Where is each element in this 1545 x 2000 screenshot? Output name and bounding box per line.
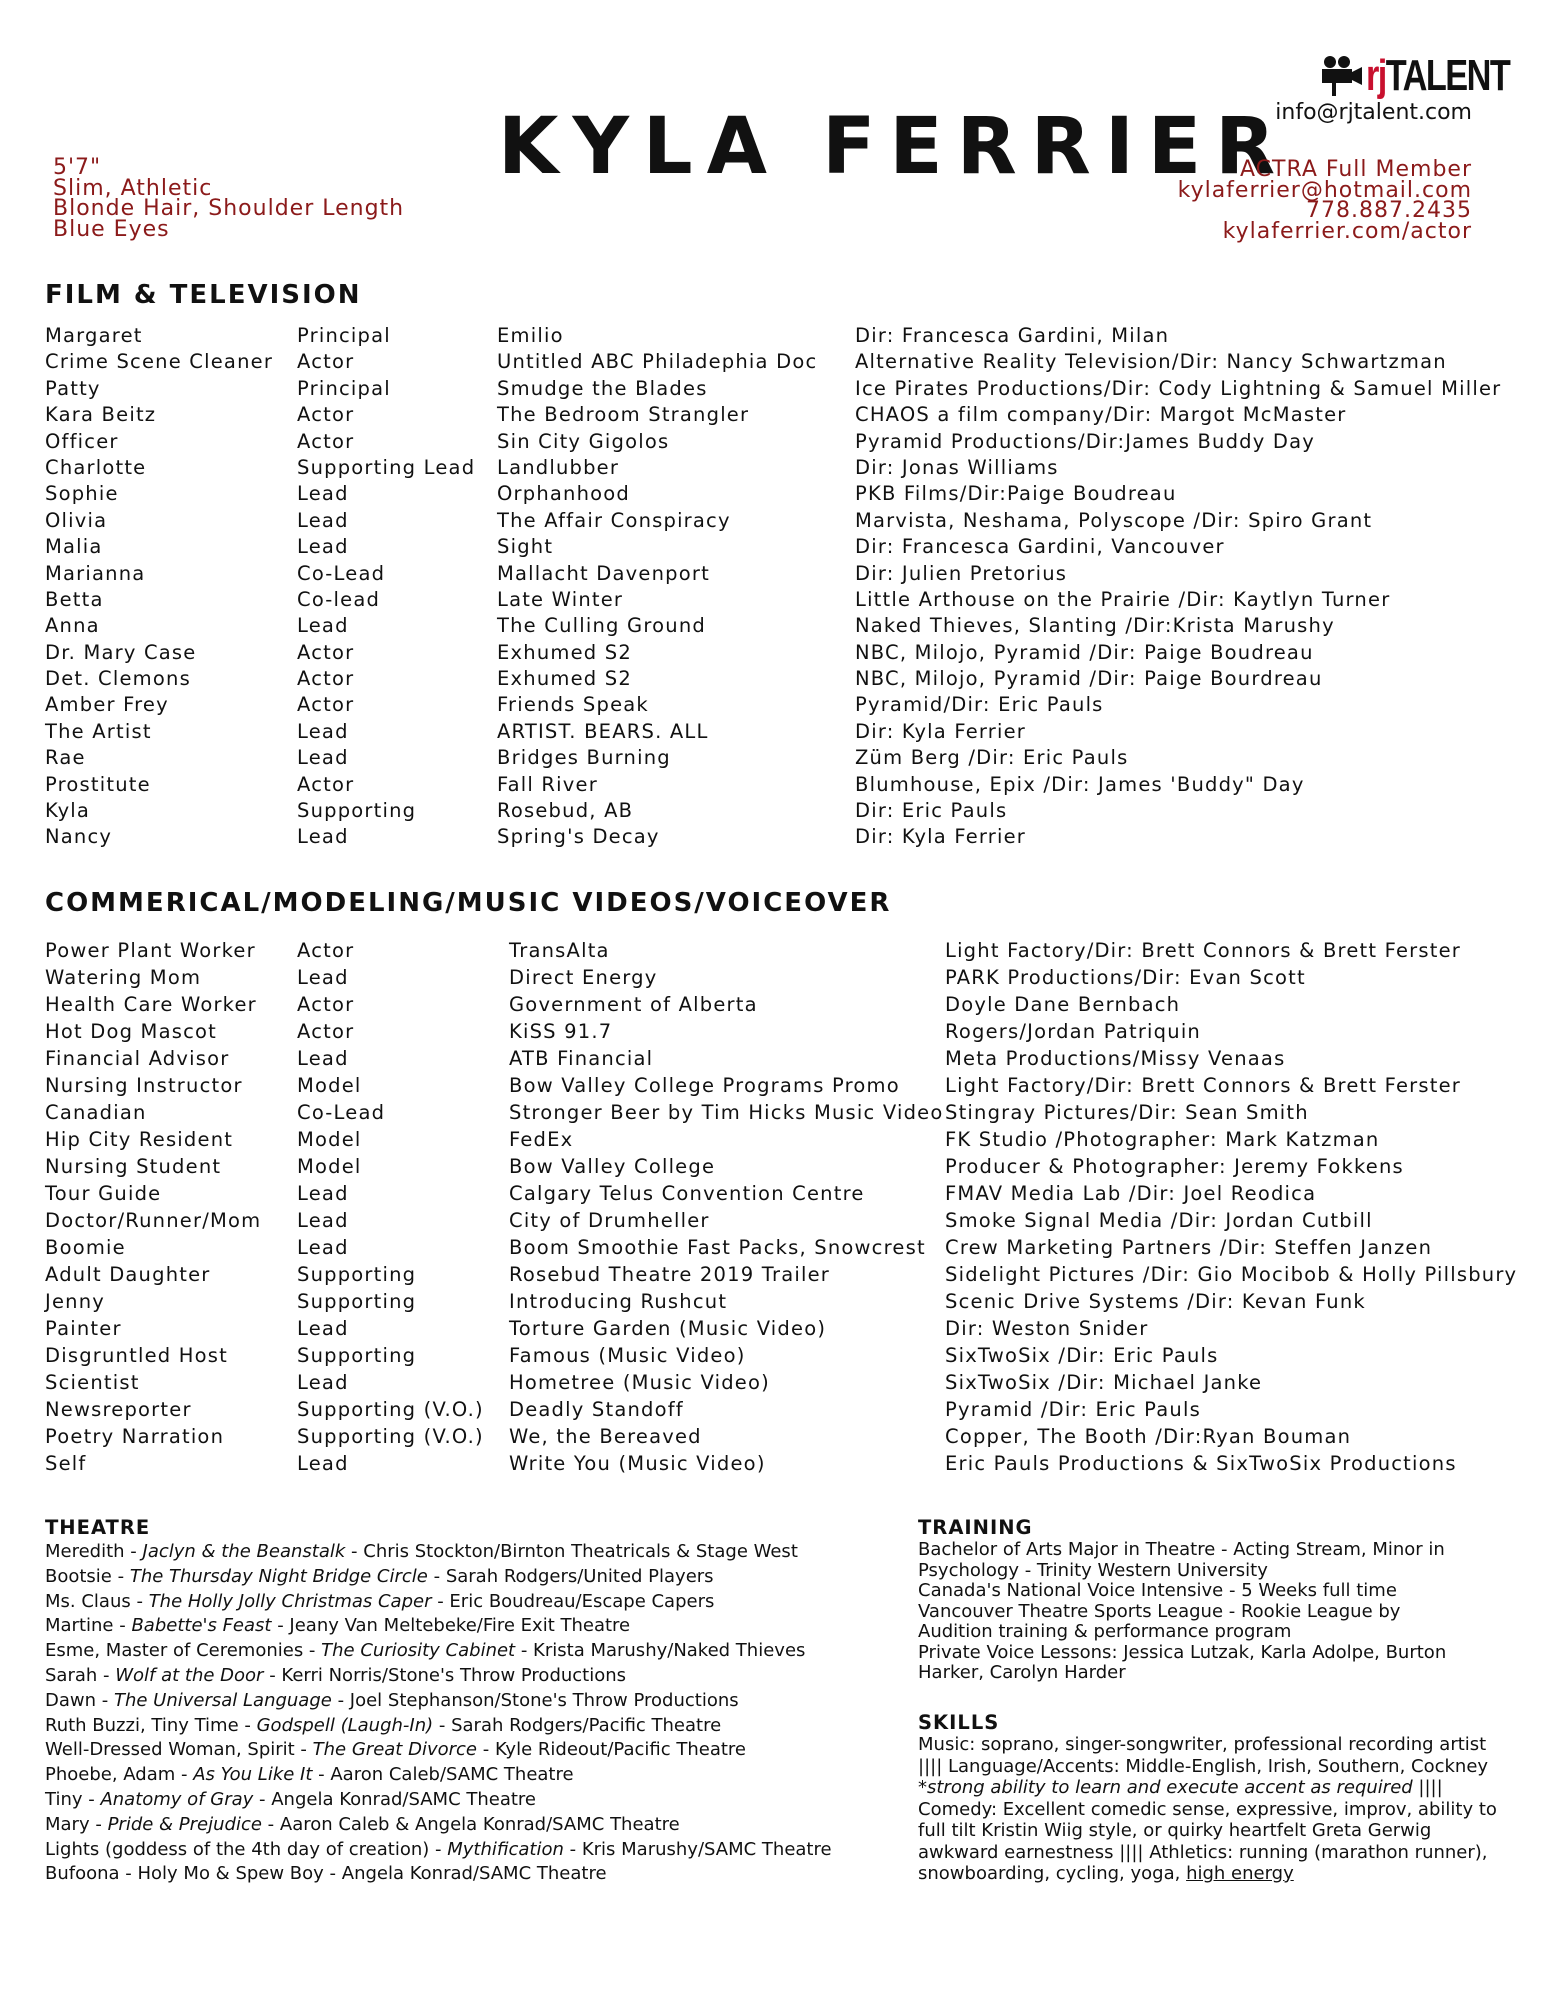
theatre-credit <box>45 1714 832 1739</box>
credit-company: Doyle Dane Bernbach <box>945 993 1181 1016</box>
credit-role: Poetry Narration <box>45 1425 225 1448</box>
credit-billing: Actor <box>297 667 355 691</box>
theatre-director-company: - Kerri Norris/Stone's Throw Productions <box>263 1664 627 1686</box>
credit-company: PKB Films/Dir:Paige Boudreau <box>855 482 1177 506</box>
credit-company: Dir: Weston Snider <box>945 1317 1149 1340</box>
credit-row <box>45 667 1501 693</box>
credit-billing: Lead <box>297 746 349 770</box>
credit-role: Malia <box>45 535 103 559</box>
theatre-credit <box>45 1788 832 1813</box>
credit-production: Smudge the Blades <box>497 376 708 400</box>
credit-company: Ice Pirates Productions/Dir: Cody Lightning & Samuel Miller <box>855 376 1502 400</box>
credit-production: Deadly Standoff <box>509 1398 684 1421</box>
credit-role: Nursing Instructor <box>45 1074 243 1097</box>
training-line: Bachelor of Arts Major in Theatre - Acting Stream, Minor in <box>918 1539 1445 1560</box>
credit-company: NBC, Milojo, Pyramid /Dir: Paige Boudreau <box>855 640 1314 664</box>
credit-row <box>45 1047 1517 1074</box>
credit-role: Prostitute <box>45 772 151 796</box>
theatre-role: Martine - <box>45 1615 132 1637</box>
theatre-director-company: - Krista Marushy/Naked Thieves <box>515 1640 806 1662</box>
credit-company: Pyramid/Dir: Eric Pauls <box>855 693 1104 717</box>
credit-company: Meta Productions/Missy Venaas <box>945 1047 1286 1070</box>
credit-billing: Actor <box>297 693 355 717</box>
theatre-credit <box>45 1639 832 1664</box>
credit-production: Stronger Beer by Tim Hicks Music Video <box>509 1101 944 1124</box>
credit-role: Olivia <box>45 508 108 532</box>
credit-production: Sight <box>497 535 554 559</box>
training-heading: TRAINING <box>918 1516 1033 1539</box>
credit-billing: Lead <box>297 1182 349 1205</box>
credit-billing: Supporting <box>297 1344 417 1367</box>
theatre-director-company: - Angela Konrad/SAMC Theatre <box>253 1788 536 1810</box>
credit-row <box>45 350 1501 376</box>
film-camera-icon <box>1318 52 1364 98</box>
credit-role: Canadian <box>45 1101 147 1124</box>
theatre-show-title: Anatomy of Gray <box>100 1788 254 1810</box>
credit-row <box>45 693 1501 719</box>
credit-billing: Lead <box>297 1371 349 1394</box>
credit-company: Producer & Photographer: Jeremy Fokkens <box>945 1155 1404 1178</box>
credit-role: Disgruntled Host <box>45 1344 228 1367</box>
credit-billing: Co-Lead <box>297 1101 386 1124</box>
credit-production: We, the Bereaved <box>509 1425 702 1448</box>
credit-production: City of Drumheller <box>509 1209 710 1232</box>
credit-row <box>45 966 1517 993</box>
credit-billing: Lead <box>297 825 349 849</box>
theatre-credit <box>45 1614 832 1639</box>
film-tv-heading: FILM & TELEVISION <box>45 280 362 310</box>
theatre-role: Mary - <box>45 1813 108 1835</box>
credit-billing: Supporting Lead <box>297 455 476 479</box>
credit-row <box>45 825 1501 851</box>
credit-company: Sidelight Pictures /Dir: Gio Mocibob & Holly Pillsbury <box>945 1263 1518 1286</box>
credit-production: The Culling Ground <box>497 614 706 638</box>
credit-role: Power Plant Worker <box>45 939 256 962</box>
credit-billing: Lead <box>297 1047 349 1070</box>
theatre-director-company: - Aaron Caleb & Angela Konrad/SAMC Theatre <box>261 1813 680 1835</box>
credit-billing: Lead <box>297 719 349 743</box>
credit-role: Betta <box>45 587 104 611</box>
union-status: ACTRA Full Member <box>1239 157 1472 182</box>
credit-role: Watering Mom <box>45 966 202 989</box>
credit-row <box>45 1452 1517 1479</box>
credit-role: Marianna <box>45 561 146 585</box>
credit-production: Bow Valley College Programs Promo <box>509 1074 900 1097</box>
credit-production: The Bedroom Strangler <box>497 403 750 427</box>
credit-role: Patty <box>45 376 101 400</box>
theatre-director-company: - Chris Stockton/Birnton Theatricals & Stage West <box>345 1541 798 1562</box>
theatre-role: Well-Dressed Woman, Spirit - <box>45 1739 313 1761</box>
theatre-role: Phoebe, Adam - <box>45 1764 194 1786</box>
credit-role: Adult Daughter <box>45 1263 211 1286</box>
credit-production: Emilio <box>497 324 564 347</box>
theatre-role: Bufoona - Holy Mo & Spew Boy - Angela Konrad/SAMC Theatre <box>45 1863 607 1885</box>
theatre-show-title: Jaclyn & the Beanstalk <box>142 1541 346 1562</box>
commercial-table <box>45 939 1517 1479</box>
skills-part: |||| Comedy: Excellent comedic sense, expressive, improv, ability to full tilt Kristin Wiig style, or quirky heartfelt Greta Gerwig awkward earnestness |||| Athletics: running (marathon runner), snowboarding, cycling, yoga, <box>918 1777 1497 1884</box>
credit-role: Dr. Mary Case <box>45 640 197 664</box>
credit-company: Dir: Kyla Ferrier <box>855 825 1027 849</box>
credit-row <box>45 1209 1517 1236</box>
credit-company: NBC, Milojo, Pyramid /Dir: Paige Bourdreau <box>855 667 1323 691</box>
credit-production: Friends Speak <box>497 693 649 717</box>
credit-row <box>45 614 1501 640</box>
physical-stats <box>53 155 405 242</box>
credit-row <box>45 993 1517 1020</box>
credit-billing: Lead <box>297 1236 349 1259</box>
credit-row <box>45 377 1501 403</box>
agency-logo <box>1318 48 1510 104</box>
credit-production: Fall River <box>497 772 598 796</box>
skills-italic-note: *strong ability to learn and execute accent as required <box>918 1777 1413 1798</box>
credit-production: Hometree (Music Video) <box>509 1371 770 1394</box>
credit-billing: Lead <box>297 966 349 989</box>
credit-row <box>45 324 1501 350</box>
credit-production: Late Winter <box>497 587 624 611</box>
credit-production: Landlubber <box>497 455 620 479</box>
stat-build: Slim, Athletic <box>53 175 213 201</box>
credit-role: Newsreporter <box>45 1398 192 1421</box>
training-list <box>918 1540 1478 1684</box>
credit-role: Tour Guide <box>45 1182 162 1205</box>
credit-role: Health Care Worker <box>45 993 257 1016</box>
theatre-show-title: The Thursday Night Bridge Circle <box>129 1565 428 1587</box>
credit-role: Hip City Resident <box>45 1128 234 1151</box>
training-line: Psychology - Trinity Western University <box>918 1559 1268 1581</box>
credit-company: Light Factory/Dir: Brett Connors & Brett Ferster <box>945 1074 1462 1097</box>
credit-billing: Actor <box>297 939 355 962</box>
theatre-show-title: Godspell (Laugh-In) <box>256 1714 434 1736</box>
credit-production: Introducing Rushcut <box>509 1290 728 1313</box>
credit-production: Calgary Telus Convention Centre <box>509 1182 865 1205</box>
skills-part: Music: soprano, singer-songwriter, professional recording artist |||| Language/Accents: Middle-English, Irish, Southern, Cockney <box>918 1734 1489 1777</box>
theatre-role: Ms. Claus - <box>45 1590 149 1612</box>
contact-email[interactable]: kylaferrier@hotmail.com <box>1177 177 1472 203</box>
credit-row <box>45 430 1501 456</box>
credit-production: Bridges Burning <box>497 746 671 770</box>
credit-billing: Model <box>297 1074 362 1097</box>
credit-row <box>45 1344 1517 1371</box>
skills-heading: SKILLS <box>918 1711 1000 1734</box>
credit-company: Dir: Kyla Ferrier <box>855 719 1027 743</box>
credit-company: PARK Productions/Dir: Evan Scott <box>945 966 1306 989</box>
theatre-show-title: Babette's Feast <box>131 1615 272 1637</box>
credit-production: Untitled ABC Philadephia Doc <box>497 350 818 374</box>
credit-role: Charlotte <box>45 455 147 479</box>
credit-company: FK Studio /Photographer: Mark Katzman <box>945 1128 1380 1151</box>
credit-row <box>45 1425 1517 1452</box>
theatre-director-company: - Joel Stephanson/Stone's Throw Productions <box>331 1689 739 1711</box>
credit-billing: Actor <box>297 993 355 1016</box>
credit-row <box>45 509 1501 535</box>
credit-billing: Actor <box>297 1020 355 1043</box>
credit-company: Light Factory/Dir: Brett Connors & Brett Ferster <box>945 939 1462 962</box>
credit-billing: Lead <box>297 614 349 638</box>
contact-block <box>1060 157 1472 244</box>
credit-billing: Lead <box>297 482 349 506</box>
credit-row <box>45 720 1501 746</box>
credit-production: Torture Garden (Music Video) <box>509 1317 827 1340</box>
theatre-credit <box>45 1738 832 1763</box>
credit-billing: Supporting <box>297 1263 417 1286</box>
credit-role: Kyla <box>45 799 91 823</box>
credit-role: Det. Clemons <box>45 667 191 691</box>
credit-company: Marvista, Neshama, Polyscope /Dir: Spiro Grant <box>855 508 1373 532</box>
credit-role: Crime Scene Cleaner <box>45 350 274 374</box>
credit-company: Rogers/Jordan Patriquin <box>945 1020 1201 1043</box>
credit-production: Famous (Music Video) <box>509 1344 746 1367</box>
commercial-heading: COMMERICAL/MODELING/MUSIC VIDEOS/VOICEOVER <box>45 888 892 918</box>
theatre-credit <box>45 1565 832 1590</box>
credit-company: Alternative Reality Television/Dir: Nancy Schwartzman <box>855 350 1447 374</box>
credit-billing: Model <box>297 1128 362 1151</box>
credit-billing: Supporting <box>297 1290 417 1313</box>
theatre-role: Ruth Buzzi, Tiny Time - <box>45 1714 257 1736</box>
credit-row <box>45 1101 1517 1128</box>
credit-company: Naked Thieves, Slanting /Dir:Krista Marushy <box>855 614 1335 638</box>
theatre-credit <box>45 1590 832 1615</box>
theatre-role: Meredith - <box>45 1541 143 1562</box>
credit-production: Rosebud Theatre 2019 Trailer <box>509 1263 831 1286</box>
credit-company: Smoke Signal Media /Dir: Jordan Cutbill <box>945 1209 1373 1232</box>
credit-company: Pyramid /Dir: Eric Pauls <box>945 1398 1201 1421</box>
theatre-credit <box>45 1664 832 1689</box>
credit-billing: Lead <box>297 508 349 532</box>
credit-company: Crew Marketing Partners /Dir: Steffen Janzen <box>945 1236 1433 1259</box>
credit-company: Pyramid Productions/Dir:James Buddy Day <box>855 429 1315 453</box>
credit-role: Margaret <box>45 324 143 347</box>
credit-company: CHAOS a film company/Dir: Margot McMaster <box>855 403 1347 427</box>
theatre-show-title: The Universal Language <box>113 1689 332 1711</box>
credit-billing: Principal <box>297 376 391 400</box>
credit-row <box>45 535 1501 561</box>
credit-billing: Lead <box>297 1317 349 1340</box>
credit-row <box>45 1074 1517 1101</box>
credit-production: The Affair Conspiracy <box>497 508 731 532</box>
logo-wordmark: rjTALENT <box>1366 51 1510 100</box>
credit-role: Officer <box>45 429 119 453</box>
credit-production: Orphanhood <box>497 482 631 506</box>
credit-company: Eric Pauls Productions & SixTwoSix Productions <box>945 1452 1457 1475</box>
theatre-show-title: Wolf at the Door <box>115 1664 264 1686</box>
credit-company: Dir: Jonas Williams <box>855 455 1059 479</box>
credit-row <box>45 799 1501 825</box>
theatre-list <box>45 1540 832 1887</box>
credit-role: Sophie <box>45 482 119 506</box>
credit-role: Nursing Student <box>45 1155 222 1178</box>
credit-company: Dir: Francesca Gardini, Vancouver <box>855 535 1225 559</box>
credit-row <box>45 588 1501 614</box>
credit-role: Boomie <box>45 1236 126 1259</box>
theatre-credit <box>45 1540 832 1565</box>
agency-email[interactable]: info@rjtalent.com <box>1275 100 1472 125</box>
skills-text <box>918 1734 1498 1885</box>
credit-role: Self <box>45 1452 87 1475</box>
training-line: Canada's National Voice Intensive - 5 Weeks full time <box>918 1580 1397 1601</box>
credit-production: Exhumed S2 <box>497 667 632 691</box>
theatre-director-company: - Eric Boudreau/Escape Capers <box>431 1590 715 1612</box>
training-line: Private Voice Lessons: Jessica Lutzak, Karla Adolpe, Burton <box>918 1641 1447 1663</box>
theatre-director-company: - Aaron Caleb/SAMC Theatre <box>312 1764 574 1786</box>
credit-billing: Actor <box>297 429 355 453</box>
credit-billing: Principal <box>297 324 391 347</box>
theatre-credit <box>45 1838 832 1863</box>
credit-company: Scenic Drive Systems /Dir: Kevan Funk <box>945 1290 1366 1313</box>
stat-eyes: Blue Eyes <box>53 216 170 242</box>
credit-production: Bow Valley College <box>509 1155 716 1178</box>
theatre-role: Lights (goddess of the 4th day of creation) - <box>45 1838 448 1860</box>
credit-billing: Supporting <box>297 799 417 823</box>
credit-row <box>45 1263 1517 1290</box>
training-line: Audition training & performance program <box>918 1621 1292 1642</box>
credit-production: ATB Financial <box>509 1047 654 1070</box>
credit-billing: Co-Lead <box>297 561 386 585</box>
theatre-show-title: The Curiosity Cabinet <box>321 1640 516 1662</box>
theatre-show-title: The Great Divorce <box>312 1739 477 1761</box>
credit-billing: Supporting (V.O.) <box>297 1425 484 1448</box>
actor-name: KYLA FERRIER <box>498 102 1290 192</box>
theatre-show-title: As You Like It <box>193 1764 313 1786</box>
credit-company: Dir: Julien Pretorius <box>855 561 1068 585</box>
credit-production: TransAlta <box>509 939 610 962</box>
credit-production: KiSS 91.7 <box>509 1020 613 1043</box>
credit-row <box>45 403 1501 429</box>
theatre-role: Esme, Master of Ceremonies - <box>45 1640 322 1662</box>
theatre-role: Dawn - <box>45 1689 114 1711</box>
theatre-show-title: Pride & Prejudice <box>107 1813 262 1835</box>
credit-row <box>45 1236 1517 1263</box>
theatre-director-company: - Sarah Rodgers/United Players <box>427 1565 714 1587</box>
credit-company: Züm Berg /Dir: Eric Pauls <box>855 746 1129 770</box>
credit-production: FedEx <box>509 1128 574 1151</box>
credit-row <box>45 1371 1517 1398</box>
credit-billing: Lead <box>297 1209 349 1232</box>
credit-production: Mallacht Davenport <box>497 561 710 585</box>
credit-role: The Artist <box>45 719 152 743</box>
credit-company: SixTwoSix /Dir: Eric Pauls <box>945 1344 1219 1367</box>
credit-row <box>45 1290 1517 1317</box>
contact-phone[interactable]: 778.887.2435 <box>1306 198 1472 223</box>
credit-production: Sin City Gigolos <box>497 429 670 453</box>
theatre-role: Tiny - <box>45 1788 101 1810</box>
credit-role: Scientist <box>45 1371 140 1394</box>
credit-billing: Actor <box>297 640 355 664</box>
credit-company: FMAV Media Lab /Dir: Joel Reodica <box>945 1182 1317 1205</box>
credit-production: Exhumed S2 <box>497 640 632 664</box>
credit-billing: Actor <box>297 772 355 796</box>
credit-role: Hot Dog Mascot <box>45 1020 217 1043</box>
credit-row <box>45 1398 1517 1425</box>
theatre-credit <box>45 1862 832 1887</box>
theatre-credit <box>45 1689 832 1714</box>
theatre-show-title: The Holly Jolly Christmas Caper <box>148 1590 432 1612</box>
credit-role: Painter <box>45 1317 122 1340</box>
theatre-credit <box>45 1763 832 1788</box>
theatre-director-company: - Kris Marushy/SAMC Theatre <box>563 1838 832 1860</box>
credit-row <box>45 746 1501 772</box>
theatre-director-company: - Jeany Van Meltebeke/Fire Exit Theatre <box>271 1615 631 1637</box>
credit-company: SixTwoSix /Dir: Michael Janke <box>945 1371 1263 1394</box>
credit-production: ARTIST. BEARS. ALL <box>497 719 709 743</box>
credit-row <box>45 939 1517 966</box>
credit-row <box>45 456 1501 482</box>
credit-role: Kara Beitz <box>45 403 157 427</box>
credit-role: Amber Frey <box>45 693 169 717</box>
film-tv-table <box>45 324 1501 852</box>
credit-billing: Lead <box>297 535 349 559</box>
credit-billing: Lead <box>297 1452 349 1475</box>
credit-row <box>45 1020 1517 1047</box>
credit-production: Boom Smoothie Fast Packs, Snowcrest <box>509 1236 926 1259</box>
credit-role: Doctor/Runner/Mom <box>45 1209 262 1232</box>
credit-billing: Supporting (V.O.) <box>297 1398 484 1421</box>
theatre-heading: THEATRE <box>45 1516 151 1539</box>
credit-production: Direct Energy <box>509 966 658 989</box>
credit-row <box>45 641 1501 667</box>
credit-role: Rae <box>45 746 86 770</box>
credit-role: Anna <box>45 614 100 638</box>
credit-row <box>45 1182 1517 1209</box>
theatre-role: Bootsie - <box>45 1565 130 1587</box>
stat-height: 5'7" <box>53 155 102 180</box>
credit-company: Little Arthouse on the Prairie /Dir: Kaytlyn Turner <box>855 587 1391 611</box>
credit-role: Nancy <box>45 825 113 849</box>
credit-company: Blumhouse, Epix /Dir: James 'Buddy" Day <box>855 772 1305 796</box>
theatre-credit <box>45 1813 832 1838</box>
credit-company: Dir: Eric Pauls <box>855 799 1008 823</box>
theatre-role: Sarah - <box>45 1664 116 1686</box>
credit-row <box>45 1317 1517 1344</box>
credit-production: Write You (Music Video) <box>509 1452 766 1475</box>
credit-company: Dir: Francesca Gardini, Milan <box>855 324 1170 347</box>
credit-billing: Actor <box>297 403 355 427</box>
theatre-show-title: Mythification <box>447 1838 564 1860</box>
credit-production: Spring's Decay <box>497 825 660 849</box>
credit-company: Stingray Pictures/Dir: Sean Smith <box>945 1101 1309 1124</box>
credit-row <box>45 1128 1517 1155</box>
skills-underlined: high energy <box>1186 1863 1294 1884</box>
credit-production: Rosebud, AB <box>497 799 634 823</box>
contact-website[interactable]: kylaferrier.com/actor <box>1222 218 1472 244</box>
credit-row <box>45 1155 1517 1182</box>
credit-row <box>45 773 1501 799</box>
credit-billing: Co-lead <box>297 587 381 611</box>
credit-billing: Model <box>297 1155 362 1178</box>
credit-production: Government of Alberta <box>509 993 758 1016</box>
credit-role: Financial Advisor <box>45 1047 230 1070</box>
credit-company: Copper, The Booth /Dir:Ryan Bouman <box>945 1425 1352 1448</box>
credit-role: Jenny <box>45 1290 106 1313</box>
credit-row <box>45 482 1501 508</box>
training-line: Vancouver Theatre Sports League - Rookie League by <box>918 1600 1401 1622</box>
training-line: Harker, Carolyn Harder <box>918 1662 1126 1683</box>
theatre-director-company: - Sarah Rodgers/Pacific Theatre <box>433 1714 722 1736</box>
stat-hair: Blonde Hair, Shoulder Length <box>53 196 405 221</box>
theatre-director-company: - Kyle Rideout/Pacific Theatre <box>477 1739 747 1761</box>
credit-billing: Actor <box>297 350 355 374</box>
credit-row <box>45 562 1501 588</box>
